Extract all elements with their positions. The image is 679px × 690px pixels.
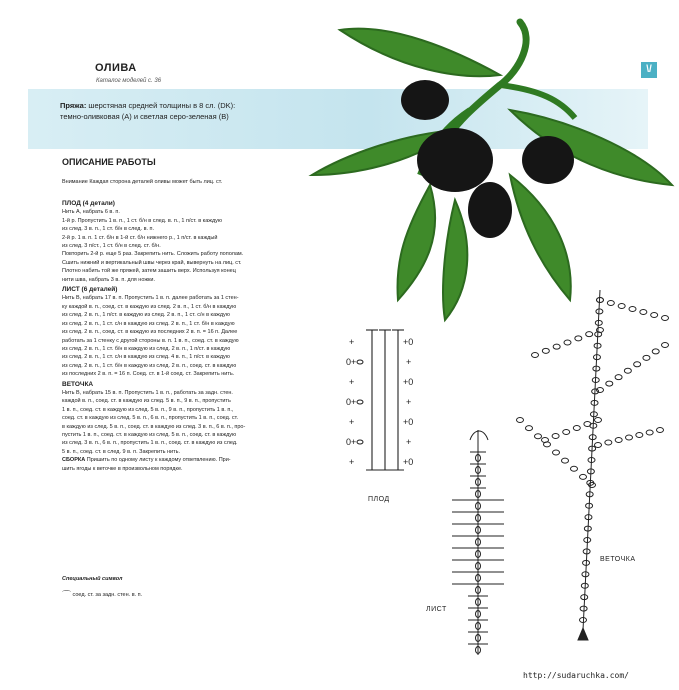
source-url[interactable]: http://sudaruchka.com/ (523, 671, 629, 680)
chart-symbol: 0+ (346, 357, 357, 367)
branch-heading: ВЕТОЧКА (62, 380, 94, 388)
instruction-line: из след. 2 в. п., 1 ст. с/н в каждую из след. 4 в. п., 1 п/ст. в каждую (62, 354, 230, 361)
chain-stitch-mark (526, 426, 533, 431)
instruction-line: 2-й р. 1 в. п. 1 ст. б/н в 1-й ст. б/н нижнего р., 1 п/ст. в каждый (62, 234, 218, 241)
fruit-chart-label: ПЛОД (368, 496, 390, 503)
chain-stitch-mark (586, 332, 593, 337)
assembly-heading: СБОРКА (62, 457, 86, 464)
chart-symbol: + (349, 457, 355, 467)
instruction-line: соед. ст. в каждую из след. 5 в. п., 6 в. п., пропустить 1 в. п., соед. ст. (62, 415, 239, 422)
chart-symbol: + (349, 377, 355, 387)
chart-symbol: +0 (403, 457, 414, 467)
leaf-chart-label: ЛИСТ (426, 606, 447, 613)
chain-stitch-mark (618, 304, 625, 309)
chain-stitch-mark (573, 426, 580, 431)
chain-stitch-mark (542, 348, 549, 353)
chain-stitch-mark (626, 435, 633, 440)
chain-stitch-mark (636, 433, 643, 438)
chain-stitch-mark (606, 381, 613, 386)
chart-symbol: +0 (403, 337, 414, 347)
branch-chart-label: ВЕТОЧКА (600, 556, 636, 563)
legend-text: соед. ст. за задн. стен. в. п. (72, 591, 143, 598)
fruit-heading: ПЛОД (4 детали) (62, 200, 115, 207)
chain-stitch-mark (357, 440, 363, 444)
chain-stitch-mark (662, 316, 669, 321)
instruction-line: 1 в. п., соед. ст. в каждую из след. 5 в. п., 9 в. п., пропустить 1 в. п., (62, 406, 234, 413)
chain-stitch-mark (595, 443, 602, 448)
instruction-line: Нить А, набрать 6 в. п. (62, 209, 120, 216)
chain-stitch-mark (562, 458, 569, 463)
instruction-line: Повторить 2-й р. еще 5 раз. Закрепить нить. Сложить работу пополам. (62, 251, 244, 258)
yarn-line-2: темно-оливковая (А) и светлая серо-зеленая (В) (60, 112, 229, 121)
chart-symbol: 0+ (346, 397, 357, 407)
chain-stitch-mark (607, 301, 614, 306)
chain-stitch-mark (651, 313, 658, 318)
leaf-heading: ЛИСТ (6 деталей) (62, 286, 118, 294)
chain-stitch-mark (605, 440, 612, 445)
chain-stitch-mark (535, 434, 542, 439)
instruction-line: из след. 3 в. п., 6 в. п., пропустить 1 в. п., соед. ст. в каждую из след. (62, 440, 238, 447)
chain-stitch-mark (357, 400, 363, 404)
chain-stitch-mark (571, 466, 578, 471)
chain-stitch-mark (580, 474, 587, 479)
instruction-line: каждой в. п., соед. ст. в каждую из след. 5 в. п., 9 в. п., пропустить (62, 398, 231, 405)
chain-stitch-mark (657, 428, 664, 433)
instruction-line: из след. 3 п/ст., 1 ст. б/н в след. ст. б/н. (62, 243, 161, 250)
chart-symbol: +0 (403, 377, 414, 387)
chart-symbol: + (406, 397, 412, 407)
chain-stitch-mark (357, 360, 363, 364)
chain-stitch-mark (643, 355, 650, 360)
yarn-line-1: шерстяная средней толщины в 8 сл. (DK): (88, 101, 236, 110)
chain-stitch-mark (615, 438, 622, 443)
chain-stitch-mark (552, 434, 559, 439)
chain-stitch-mark (595, 418, 602, 423)
page-title: ОЛИВА (95, 62, 137, 74)
instruction-line: Нить В, набрать 17 в. п. Пропустить 1 в. п. далее работать за 1 стен- (62, 295, 239, 302)
instruction-line: в каждую из след. 5 в. п., соед. ст. в каждую из след. 3 в. п., 6 в. п., про- (62, 423, 246, 430)
chain-stitch-mark (624, 368, 631, 373)
instruction-line: 5 в. п., соед. ст. в след. 9 в. п. Закрепить нить. (62, 448, 181, 455)
chart-symbol: + (406, 357, 412, 367)
work-note: Внимание Каждая сторона деталей оливы может быть лиц. ст. (62, 179, 223, 185)
yarn-label: Пряжа: (60, 101, 87, 110)
work-heading: ОПИСАНИЕ РАБОТЫ (62, 157, 156, 167)
instruction-line: Нить В, набрать 15 в. п. Пропустить 1 в. п., работать за задн. стен. (62, 389, 233, 396)
chart-symbol: +0 (403, 417, 414, 427)
branch-marks (517, 298, 669, 623)
legend-heading: Специальный символ (62, 576, 123, 582)
instruction-line: из след. 2 в. п., 1 ст. с/н в каждую из след. 2 в. п., 1 ст. б/н в каждую (62, 320, 235, 327)
olive-branch-picture (312, 22, 672, 320)
instruction-line: из последних 2 в. п. = 16 п. Соед. ст. в 1-й соед. ст. Закрепить нить. (62, 371, 235, 378)
chain-stitch-mark (615, 375, 622, 380)
chain-stitch-mark (629, 307, 636, 312)
instruction-line: из след. 2 в. п., соед. ст. в каждую из последних 2 в. п. = 16 п. Далее (62, 329, 238, 336)
instruction-line: пустить 1 в. п., соед. ст. в каждую из след. 5 в. п., соед. ст. в каждую (62, 431, 237, 438)
instruction-line: нити шва, набрать 3 в. п. для ножки. (62, 276, 156, 283)
assembly-line-1: Пришить по одному листу к каждому ответвлению. При- (86, 457, 231, 464)
chain-stitch-mark (640, 310, 647, 315)
chain-stitch-mark (517, 418, 524, 423)
chain-stitch-mark (532, 353, 539, 358)
chain-stitch-mark (564, 340, 571, 345)
chart-symbol: 0+ (346, 437, 357, 447)
chart-symbol: + (349, 337, 355, 347)
instruction-line: работать за 1 стенку с другой стороны в. п. 1 в. п., соед. ст. в каждую (62, 337, 239, 344)
chain-stitch-mark (553, 450, 560, 455)
chain-stitch-mark (652, 349, 659, 354)
instruction-line: из след. 2 в. п., 1 п/ст. в каждую из след. 2 в. п., 1 ст. с/н в каждую (62, 312, 230, 319)
instruction-line: из след. 3 в. п., 1 ст. б/н в след. в. п. (62, 226, 155, 233)
corner-mark: \/ (641, 62, 657, 78)
chain-stitch-mark (662, 343, 669, 348)
fruit-chart (366, 330, 404, 470)
fruit-marks (346, 337, 413, 467)
chart-symbol: + (406, 437, 412, 447)
instruction-line: ку каждой в. п., соед. ст. в каждую из след. 2 в. п., 1 ст. б/н в каждую (62, 303, 237, 310)
instruction-line: Сшить нижний и вертикальный швы через край, вывернуть на лиц. ст. (62, 259, 242, 266)
assembly-line-2: шить ягоды к веточке в произвольном порядке. (62, 465, 183, 472)
slip-stitch-back-loop-icon: ⌒ (62, 590, 72, 600)
chain-stitch-mark (563, 430, 570, 435)
instruction-line: 1-й р. Пропустить 1 в. п., 1 ст. б/н в след. в. п., 1 п/ст. в каждую (62, 217, 223, 224)
chart-symbol: + (349, 417, 355, 427)
chain-stitch-mark (646, 430, 653, 435)
branch-chart (578, 290, 600, 640)
page-subtitle: Каталог моделей с. 36 (96, 78, 162, 84)
instruction-line: из след. 2 в. п., 1 ст. б/н в каждую из след. 2 в. п., соед. ст. в каждую (62, 362, 237, 369)
instruction-line: Плотно набить той же пряжей, затем зашить верх. Используя конец (62, 268, 236, 275)
instruction-line: из след. 2 в. п., 1 ст. б/н в каждую из след. 2 в. п., 1 п/ст. в каждую (62, 345, 231, 352)
chain-stitch-mark (553, 344, 560, 349)
chain-stitch-mark (575, 336, 582, 341)
chain-stitch-mark (634, 362, 641, 367)
